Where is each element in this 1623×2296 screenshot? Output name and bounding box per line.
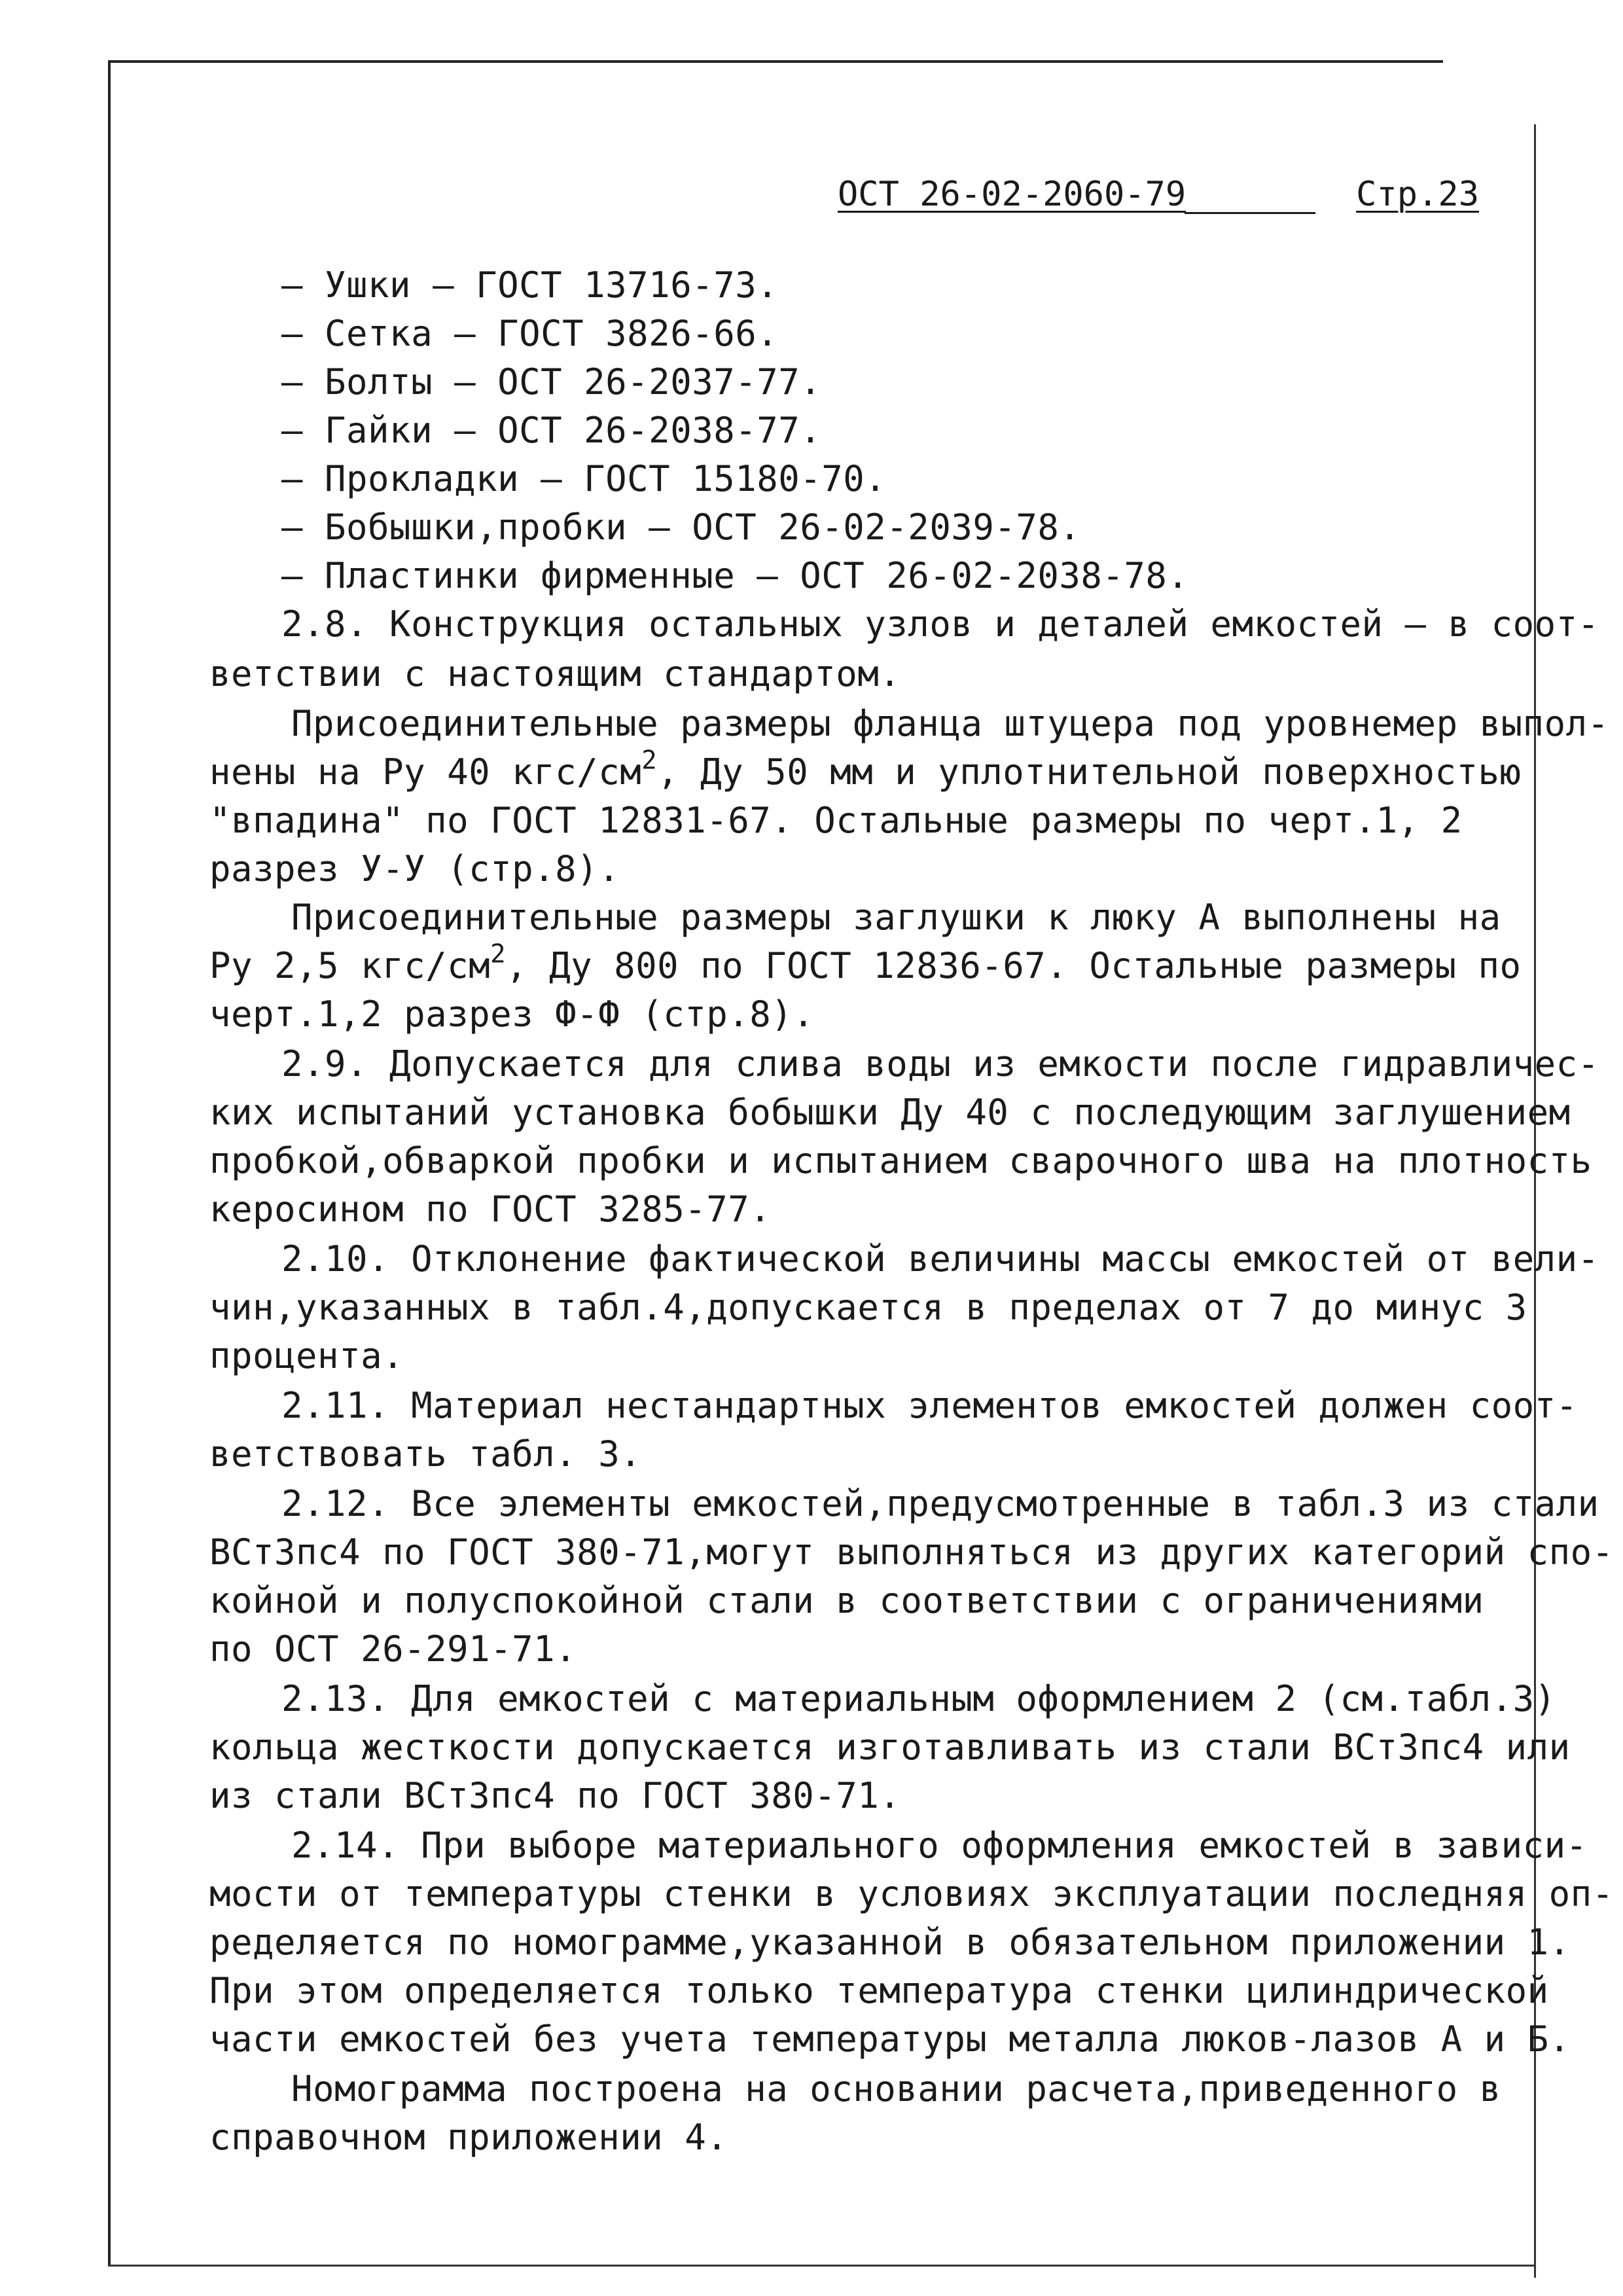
text-line: 2.12. Все элементы емкостей,предусмотренные в табл.3 из стали: [281, 1483, 1599, 1524]
text-line: 2.9. Допускается для слива воды из емкости после гидравличес-: [281, 1043, 1599, 1085]
page-frame-left-border: [108, 60, 111, 2266]
text-line: ветствии с настоящим стандартом.: [209, 653, 901, 694]
text-line: ких испытаний установка бобышки Ду 40 с последующим заглушением: [209, 1092, 1571, 1133]
header-underline: [1185, 212, 1315, 214]
text-line: черт.1,2 разрез Ф-Ф (стр.8).: [209, 994, 815, 1035]
text-line: нены на Ру 40 кгс/$см^2$, Ду 50 мм и уплотнительной поверхностью: [209, 745, 1522, 793]
text-line: – Пластинки фирменные – ОСТ 26-02-2038-78.: [281, 555, 1189, 596]
text-line: справочном приложении 4.: [209, 2117, 728, 2158]
text-line: процента.: [209, 1335, 404, 1376]
text-line: Номограмма построена на основании расчета,приведенного в: [291, 2068, 1501, 2109]
text-line: – Гайки – ОСТ 26-2038-77.: [281, 410, 822, 451]
text-line: "впадина" по ГОСТ 12831-67. Остальные размеры по черт.1, 2: [209, 800, 1463, 841]
text-line: 2.11. Материал нестандартных элементов емкостей должен соот-: [281, 1385, 1578, 1426]
text-line: – Болты – ОСТ 26-2037-77.: [281, 361, 822, 403]
text-line: ределяется по номограмме,указанной в обязательном приложении 1.: [209, 1922, 1571, 1963]
text-line: части емкостей без учета температуры металла люков-лазов А и Б.: [209, 2018, 1571, 2060]
text-line: Ру 2,5 кгс/$см^2$, Ду 800 по ГОСТ 12836-67. Остальные размеры по: [209, 939, 1522, 986]
text-line: разрез У-У (стр.8).: [209, 848, 620, 889]
text-line: ветствовать табл. 3.: [209, 1433, 642, 1475]
text-line: 2.13. Для емкостей с материальным оформлением 2 (см.табл.3): [281, 1678, 1556, 1719]
text-line: мости от температуры стенки в условиях эксплуатации последняя оп-: [209, 1873, 1614, 1914]
text-line: по ОСТ 26-291-71.: [209, 1628, 577, 1670]
text-line: чин,указанных в табл.4,допускается в пределах от 7 до минус 3: [209, 1287, 1527, 1328]
document-code: ОСТ 26-02-2060-79: [838, 175, 1186, 214]
text-line: керосином по ГОСТ 3285-77.: [209, 1189, 772, 1230]
text-line: 2.14. При выборе материального оформления емкостей в зависи-: [291, 1825, 1588, 1866]
text-line: из стали ВСт3пс4 по ГОСТ 380-71.: [209, 1775, 901, 1816]
page-frame-bottom-border: [108, 2265, 1535, 2267]
text-line: При этом определяется только температура стенки цилиндрической: [209, 1970, 1549, 2011]
text-line: – Прокладки – ГОСТ 15180-70.: [281, 458, 887, 499]
text-line: – Сетка – ГОСТ 3826-66.: [281, 313, 779, 354]
text-line: пробкой,обваркой пробки и испытанием сварочного шва на плотность: [209, 1140, 1592, 1181]
text-line: – Бобышки,пробки – ОСТ 26-02-2039-78.: [281, 507, 1081, 548]
page-number: Стр.23: [1356, 175, 1479, 214]
text-line: койной и полуспокойной стали в соответствии с ограничениями: [209, 1580, 1484, 1621]
superscript: 2: [490, 939, 507, 969]
text-line: – Ушки – ГОСТ 13716-73.: [281, 264, 779, 306]
page-header: [831, 171, 1492, 217]
text-line: кольца жесткости допускается изготавливать из стали ВСт3пс4 или: [209, 1727, 1571, 1768]
text-line: Присоединительные размеры фланца штуцера под уровнемер выпол-: [291, 703, 1609, 744]
superscript: 2: [641, 745, 658, 776]
text-line: 2.10. Отклонение фактической величины массы емкостей от вели-: [281, 1238, 1599, 1280]
text-line: Присоединительные размеры заглушки к люку А выполнены на: [291, 897, 1501, 938]
text-line: 2.8. Конструкция остальных узлов и деталей емкостей – в соот-: [281, 603, 1599, 645]
text-line: ВСт3пс4 по ГОСТ 380-71,могут выполняться из других категорий спо-: [209, 1532, 1614, 1573]
page-frame-top-border: [108, 60, 1443, 63]
